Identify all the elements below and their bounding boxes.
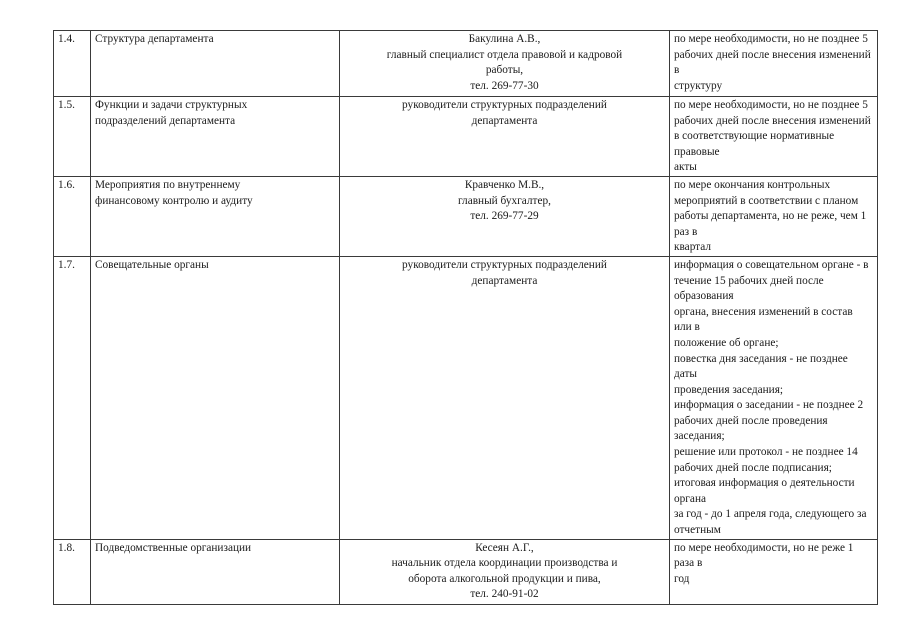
row-responsible: Кесеян А.Г., начальник отдела координации производства и оборота алкогольной продукции и пива, тел. 240-91-02	[340, 539, 670, 604]
row-title: Подведомственные организации	[91, 539, 340, 604]
row-number: 1.4.	[54, 31, 91, 97]
row-responsible: Кравченко М.В., главный бухгалтер, тел. 269-77-29	[340, 176, 670, 256]
row-term: информация о совещательном органе - в течение 15 рабочих дней после образования органа, внесения изменений в состав или в положение об органе; повестка дня заседания - не позднее даты проведения заседания; информация о заседании - не позднее 2 рабочих дней после проведения заседания; решение или протокол - не позднее 14 рабочих дней после подписания; итоговая информация о деятельности органа за год - до 1 апреля года, следующего за отчетным	[670, 256, 878, 539]
row-responsible: руководители структурных подразделений департамента	[340, 256, 670, 539]
row-term: по мере необходимости, но не реже 1 раза в год	[670, 539, 878, 604]
row-title: Функции и задачи структурных подразделений департамента	[91, 97, 340, 177]
table-row	[54, 97, 878, 177]
table-row	[54, 31, 878, 97]
row-number: 1.8.	[54, 539, 91, 604]
row-number: 1.5.	[54, 97, 91, 177]
row-title: Мероприятия по внутреннему финансовому контролю и аудиту	[91, 176, 340, 256]
row-term: по мере необходимости, но не позднее 5 рабочих дней после внесения изменений в структуру	[670, 31, 878, 97]
row-number: 1.7.	[54, 256, 91, 539]
row-responsible: Бакулина А.В., главный специалист отдела правовой и кадровой работы, тел. 269-77-30	[340, 31, 670, 97]
table-row	[54, 256, 878, 539]
table-row	[54, 176, 878, 256]
row-number: 1.6.	[54, 176, 91, 256]
information-table	[53, 30, 878, 605]
row-term: по мере окончания контрольных мероприятий в соответствии с планом работы департамента, но не реже, чем 1 раз в квартал	[670, 176, 878, 256]
table-row	[54, 539, 878, 604]
row-title: Совещательные органы	[91, 256, 340, 539]
row-responsible: руководители структурных подразделений департамента	[340, 97, 670, 177]
row-title: Структура департамента	[91, 31, 340, 97]
row-term: по мере необходимости, но не позднее 5 рабочих дней после внесения изменений в соответствующие нормативные правовые акты	[670, 97, 878, 177]
